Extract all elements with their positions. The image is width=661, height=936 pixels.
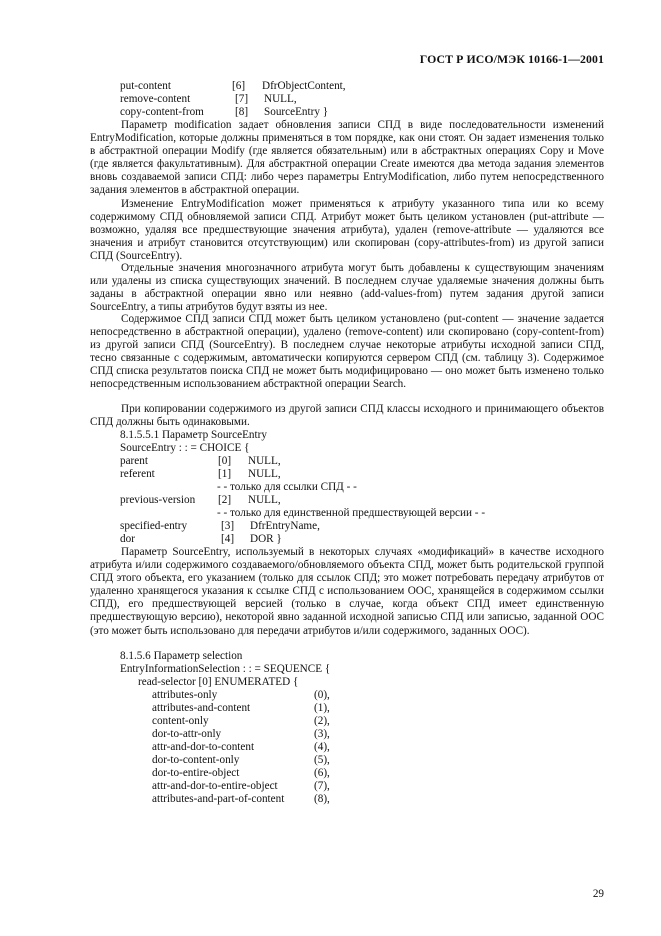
enum-value: (8), [314,793,330,805]
enum-value: (2), [314,715,330,727]
asn1-field-name: referent [120,468,155,480]
enum-value: (1), [314,702,330,714]
asn1-field-name: copy-content-from [120,106,204,118]
asn1-tag: [4] [221,533,235,545]
paragraph: Параметр modification задает обновления записи СПД в виде последовательности изменений EntryModification, которые должны применяться в том порядке, как они стоят. Он задает изменения только в абстрактной операции Modify (где является обязательным) или в абстрактных операциях Copy и Move (где является факультативным). Для абстрактной операции Create имеются два метода задания элементов вновь создаваемой записи СПД: либо через параметры EntryModification, либо путем непосредственного задания элементов в абстрактной операции. [90,119,604,197]
enum-value: (3), [314,728,330,740]
enum-name: attr-and-dor-to-entire-object [152,780,278,792]
asn1-type: NULL, [248,455,281,467]
enum-value: (0), [314,689,330,701]
asn1-type: SourceEntry } [264,106,329,118]
asn1-type: NULL, [264,93,297,105]
enum-name: dor-to-entire-object [152,767,240,779]
paragraph: При копировании содержимого из другой записи СПД классы исходного и принимающего объектов СПД должны быть одинаковыми. [90,403,604,429]
asn1-field-name: remove-content [120,93,191,105]
asn1-type: DfrEntryName, [250,520,320,532]
enum-name: attributes-and-part-of-content [152,793,285,805]
asn1-type: DOR } [250,533,282,545]
asn1-definition-head: EntryInformationSelection : : = SEQUENCE { [120,663,331,675]
enum-name: attributes-only [152,689,218,701]
asn1-field-name: dor [120,533,135,545]
enum-name: content-only [152,715,209,727]
enum-name: dor-to-content-only [152,754,240,766]
section-heading: 8.1.5.6 Параметр selection [120,650,243,662]
enum-value: (7), [314,780,330,792]
asn1-field-name: previous-version [120,494,196,506]
asn1-definition-head: SourceEntry : : = CHOICE { [120,442,250,454]
asn1-field-name: parent [120,455,148,467]
asn1-type: NULL, [248,494,281,506]
paragraph: Содержимое СПД записи СПД может быть целиком установлено (put-content — значение задается непосредственно в абстрактной операции), удалено (remove-content) или скопировано (copy-content-from) из другой записи СПД (SourceEntry). В последнем случае некоторые атрибуты исходной записи СПД, тесно связанные с содержимым, автоматически копируются сервером СПД (см. таблицу 3). Содержимое СПД списка результатов поиска СПД не может быть модифицировано — оно может быть изменено только непосредственным использованием абстрактной операции Search. [90,313,604,391]
paragraph: Отдельные значения многозначного атрибута могут быть добавлены к существующим значениям или удалены из списка существующих значений. В последнем случае удаляемые значения должны быть заданы в абстрактной операции явно или неявно (add-values-from) путем задания другой записи SourceEntry, а типы атрибутов будут взяты из нее. [90,262,604,314]
asn1-type: NULL, [248,468,281,480]
enum-value: (4), [314,741,330,753]
asn1-comment: - - только для единственной предшествующей версии - - [217,507,486,519]
asn1-type: DfrObjectContent, [262,80,346,92]
standard-header: ГОСТ Р ИСО/МЭК 10166-1—2001 [419,52,604,66]
asn1-tag: [0] [218,455,232,467]
asn1-tag: [2] [218,494,232,506]
enum-name: attr-and-dor-to-content [152,741,255,753]
asn1-tag: [8] [235,106,249,118]
asn1-tag: [7] [235,93,249,105]
enum-name: dor-to-attr-only [152,728,222,740]
asn1-comment: - - только для ссылки СПД - - [217,481,357,493]
section-heading: 8.1.5.5.1 Параметр SourceEntry [120,429,267,441]
asn1-field-name: specified-entry [120,520,188,532]
asn1-read-selector: read-selector [0] ENUMERATED { [138,676,299,688]
enum-value: (5), [314,754,330,766]
asn1-tag: [3] [221,520,235,532]
asn1-tag: [6] [232,80,246,92]
enum-value: (6), [314,767,330,779]
asn1-field-name: put-content [120,80,171,92]
asn1-tag: [1] [218,468,232,480]
paragraph: Изменение EntryModification может применяться к атрибуту указанного типа или ко всему содержимому СПД обновляемой записи СПД. Атрибут может быть целиком установлен (put-attribute — возможно, удаляя все предшествующие значения атрибута), удален (remove-attribute — удаляются все значения и атрибут становится отсутствующим) или скопирован (copy-attributes-from) из другой записи СПД (SourceEntry). [90,198,604,263]
paragraph: Параметр SourceEntry, используемый в некоторых случаях «модификаций» в качестве исходного атрибута и/или содержимого создаваемого/обновляемого объекта СПД, может быть родительской группой СПД этого объекта, его указанием (только для ссылок СПД; это может потребовать передачу атрибутов от удаленно хранящегося указания к ссылке СПД с использованием ООС, хранящейся в содержимом ссылки СПД), его предшествующей версией (только в случае, когда объект СПД имеет единственную предшествующую версию), некоторой явно заданной исходной записью СПД или записью, заданной ООС (это может быть использовано для передачи атрибутов и/или содержимого, заданных ООС). [90,546,604,637]
enum-name: attributes-and-content [152,702,251,714]
page-number: 29 [592,888,604,900]
